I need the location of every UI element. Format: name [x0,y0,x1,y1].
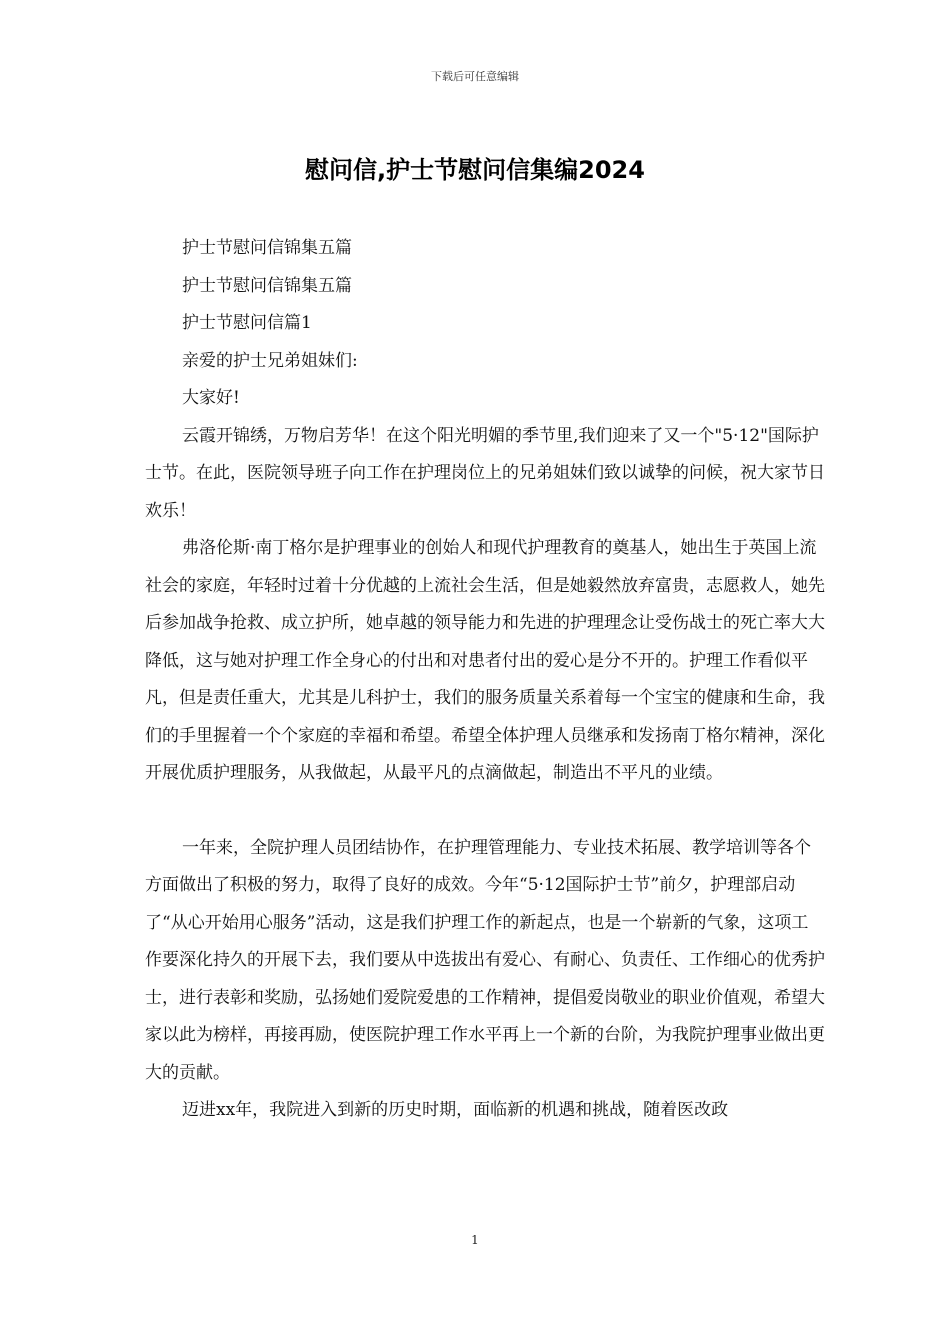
body-paragraph: 云霞开锦绣，万物启芳华！在这个阳光明媚的季节里,我们迎来了又一个"5·12"国际护士节。在此，医院领导班子向工作在护理岗位上的兄弟姐妹们致以诚挚的问候，祝大家节日欢乐！ [145,425,825,521]
document-title: 慰问信,护士节慰问信集编2024 [305,156,645,184]
body-paragraph: 迈进xx年，我院进入到新的历史时期，面临新的机遇和挑战，随着医改政 [182,1100,729,1120]
body-paragraph: 一年来，全院护理人员团结协作，在护理管理能力、专业技术拓展、教学培训等各个方面做出了积极的努力，取得了良好的成效。今年“5·12国际护士节”前夕，护理部启动了“从心开始用心服务”活动，这是我们护理工作的新起点，也是一个崭新的气象，这项工作要深化持久的开展下去，我们要从中选拔出有爱心、有耐心、负责任、工作细心的优秀护士，进行表彰和奖励，弘扬她们爱院爱患的工作精神，提倡爱岗敬业的职业价值观，希望大家以此为榜样，再接再励，使医院护理工作水平再上一个新的台阶，为我院护理事业做出更大的贡献。 [145,837,825,1083]
page-number: 1 [471,1233,479,1247]
body-paragraph: 弗洛伦斯·南丁格尔是护理事业的创始人和现代护理教育的奠基人，她出生于英国上流社会的家庭，年轻时过着十分优越的上流社会生活，但是她毅然放弃富贵，志愿救人，她先后参加战争抢救、成立护所，她卓越的领导能力和先进的护理理念让受伤战士的死亡率大大降低，这与她对护理工作全身心的付出和对患者付出的爱心是分不开的。护理工作看似平凡，但是责任重大，尤其是儿科护士，我们的服务质量关系着每一个宝宝的健康和生命，我们的手里握着一个个家庭的幸福和希望。希望全体护理人员继承和发扬南丁格尔精神，深化开展优质护理服务，从我做起，从最平凡的点滴做起，制造出不平凡的业绩。 [145,538,825,783]
subtitle-line: 护士节慰问信锦集五篇 [182,238,352,258]
page-header-note: 下载后可任意编辑 [431,70,519,83]
paragraph-spacer [145,793,825,830]
document-body [145,230,825,1130]
section-heading: 护士节慰问信篇1 [182,313,312,333]
subtitle-line: 护士节慰问信锦集五篇 [182,275,352,296]
salutation: 亲爱的护士兄弟姐妹们: [182,350,358,371]
greeting: 大家好! [182,388,240,408]
